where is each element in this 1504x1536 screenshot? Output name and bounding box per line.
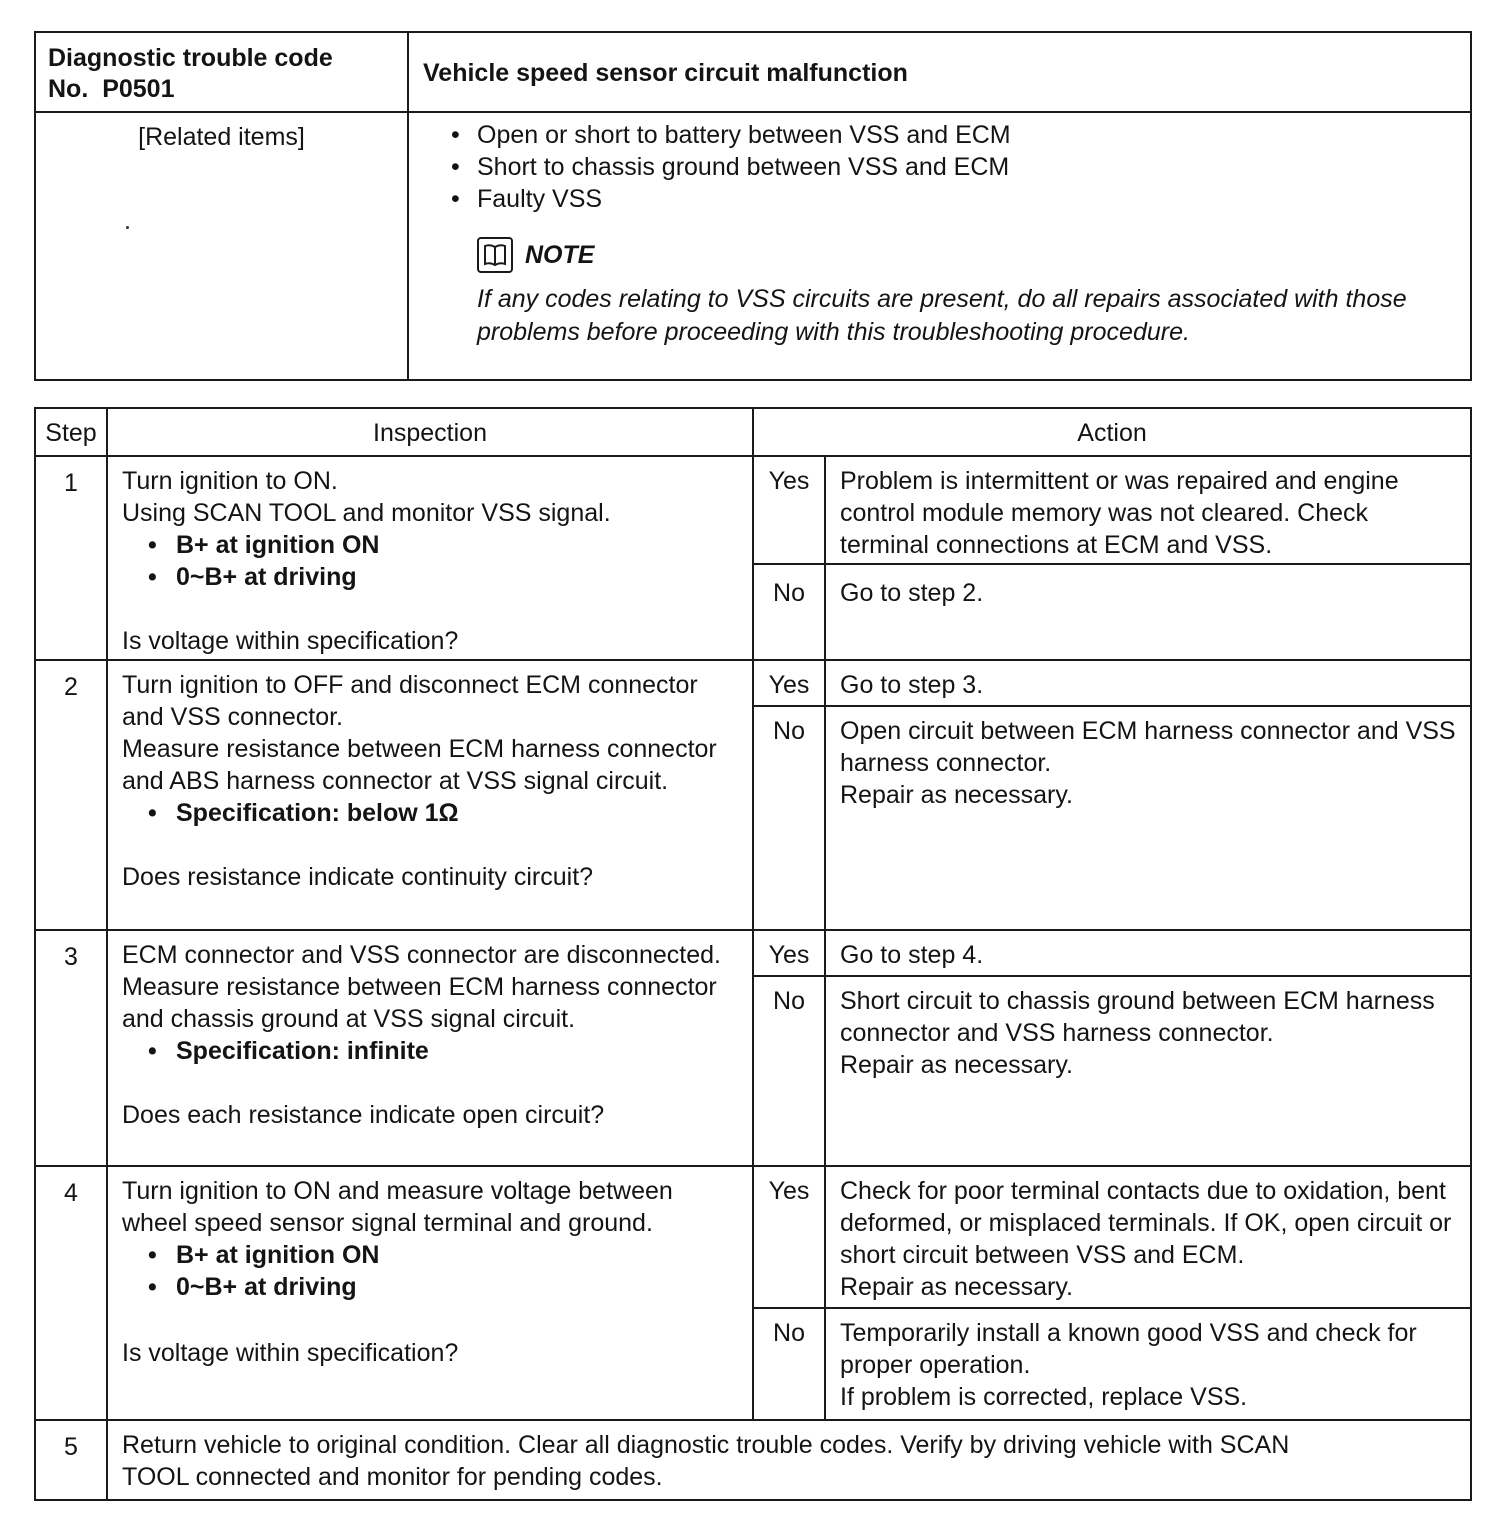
inspection-question: Is voltage within specification? bbox=[122, 1339, 459, 1367]
spec-list bbox=[146, 1239, 742, 1303]
step-number: 4 bbox=[35, 1166, 107, 1420]
dtc-code-label: Diagnostic trouble code bbox=[48, 44, 333, 72]
action-line: Check for poor terminal contacts due to oxidation, bent deformed, or misplaced terminals. If OK, open circuit or short circuit between VSS and ECM. bbox=[840, 1177, 1452, 1269]
action-line: Repair as necessary. bbox=[840, 1051, 1073, 1079]
inspection-line: Turn ignition to ON and measure voltage between wheel speed sensor signal terminal and ground. bbox=[122, 1177, 673, 1237]
list-item: • Open or short to battery between VSS and ECM bbox=[449, 119, 1458, 151]
yes-label: Yes bbox=[753, 1166, 825, 1308]
action-line: Repair as necessary. bbox=[840, 781, 1073, 809]
yes-action: Go to step 3. bbox=[825, 660, 1471, 706]
spec-item: • B+ at ignition ON bbox=[146, 529, 742, 561]
col-header-inspection: Inspection bbox=[107, 408, 753, 456]
inspection-question: Does each resistance indicate open circuit? bbox=[122, 1101, 605, 1129]
action-line: Short circuit to chassis ground between ECM harness connector and VSS harness connector. bbox=[840, 987, 1435, 1047]
step-number: 2 bbox=[35, 660, 107, 930]
yes-action: Go to step 4. bbox=[825, 930, 1471, 976]
spec-list bbox=[146, 797, 742, 829]
col-header-step: Step bbox=[35, 408, 107, 456]
list-item: • Faulty VSS bbox=[449, 183, 1458, 215]
spec-item: • B+ at ignition ON bbox=[146, 1239, 742, 1271]
note-block bbox=[477, 237, 1458, 349]
stray-dot bbox=[126, 226, 129, 229]
no-action bbox=[825, 706, 1471, 930]
table-row bbox=[35, 1420, 1471, 1500]
inspection-question: Does resistance indicate continuity circuit? bbox=[122, 863, 594, 891]
table-row bbox=[35, 1166, 1471, 1308]
col-header-action: Action bbox=[753, 408, 1471, 456]
step-number: 5 bbox=[35, 1420, 107, 1500]
dtc-code-value: P0501 bbox=[102, 75, 175, 103]
yes-action: Problem is intermittent or was repaired and engine control module memory was not cleared. Check terminal connections at ECM and VSS. bbox=[825, 456, 1471, 564]
list-item: • Short to chassis ground between VSS and ECM bbox=[449, 151, 1458, 183]
inspection-line: Turn ignition to OFF and disconnect ECM connector and VSS connector. bbox=[122, 671, 698, 731]
note-header bbox=[477, 237, 1458, 273]
yes-label: Yes bbox=[753, 930, 825, 976]
no-action: Go to step 2. bbox=[825, 564, 1471, 660]
step-final-text: Return vehicle to original condition. Clear all diagnostic trouble codes. Verify by driving vehicle with SCAN TOOL connected and monitor for pending codes. bbox=[107, 1420, 1471, 1500]
inspection-line: Measure resistance between ECM harness connector and ABS harness connector at VSS signal circuit. bbox=[122, 735, 717, 795]
no-label: No bbox=[753, 564, 825, 660]
no-label: No bbox=[753, 976, 825, 1166]
yes-label: Yes bbox=[753, 456, 825, 564]
step-number: 3 bbox=[35, 930, 107, 1166]
spec-item: • Specification: infinite bbox=[146, 1035, 742, 1067]
action-line: If problem is corrected, replace VSS. bbox=[840, 1383, 1248, 1411]
inspection-line: ECM connector and VSS connector are disconnected. bbox=[122, 941, 721, 969]
spec-list bbox=[146, 1035, 742, 1067]
action-line: Temporarily install a known good VSS and check for proper operation. bbox=[840, 1319, 1417, 1379]
step-inspection bbox=[107, 930, 753, 1166]
dtc-title-cell bbox=[408, 32, 1471, 112]
no-label: No bbox=[753, 706, 825, 930]
inspection-line: Measure resistance between ECM harness connector and chassis ground at VSS signal circuit. bbox=[122, 973, 717, 1033]
step-inspection bbox=[107, 1166, 753, 1420]
related-items-cell bbox=[408, 112, 1471, 380]
inspection-question: Is voltage within specification? bbox=[122, 627, 459, 655]
yes-action bbox=[825, 1166, 1471, 1308]
action-line: Repair as necessary. bbox=[840, 1273, 1073, 1301]
spec-item: • 0~B+ at driving bbox=[146, 1271, 742, 1303]
dtc-no-label: No. bbox=[48, 75, 89, 103]
inspection-line: Turn ignition to ON. bbox=[122, 467, 338, 495]
inspection-line: Using SCAN TOOL and monitor VSS signal. bbox=[122, 499, 611, 527]
dtc-header-table bbox=[34, 31, 1472, 381]
no-action bbox=[825, 976, 1471, 1166]
table-row bbox=[35, 660, 1471, 706]
related-items-label-cell bbox=[35, 112, 408, 380]
related-items-list bbox=[449, 119, 1458, 215]
step-inspection bbox=[107, 456, 753, 660]
no-action bbox=[825, 1308, 1471, 1420]
step-inspection bbox=[107, 660, 753, 930]
no-label: No bbox=[753, 1308, 825, 1420]
action-line: Open circuit between ECM harness connector and VSS harness connector. bbox=[840, 717, 1456, 777]
book-icon bbox=[477, 237, 513, 273]
table-header-row bbox=[35, 408, 1471, 456]
step-number: 1 bbox=[35, 456, 107, 660]
dtc-title: Vehicle speed sensor circuit malfunction bbox=[423, 59, 908, 87]
spec-item: • Specification: below 1Ω bbox=[146, 797, 742, 829]
spec-item: • 0~B+ at driving bbox=[146, 561, 742, 593]
yes-label: Yes bbox=[753, 660, 825, 706]
note-label: NOTE bbox=[525, 241, 595, 269]
table-row bbox=[35, 930, 1471, 976]
procedure-table bbox=[34, 407, 1472, 1501]
related-items-label: [Related items] bbox=[138, 123, 305, 151]
dtc-code-cell bbox=[35, 32, 408, 112]
spec-list bbox=[146, 529, 742, 593]
note-text: If any codes relating to VSS circuits are present, do all repairs associated with those problems before proceeding with this troubleshooting procedure. bbox=[477, 285, 1407, 346]
table-row bbox=[35, 456, 1471, 564]
